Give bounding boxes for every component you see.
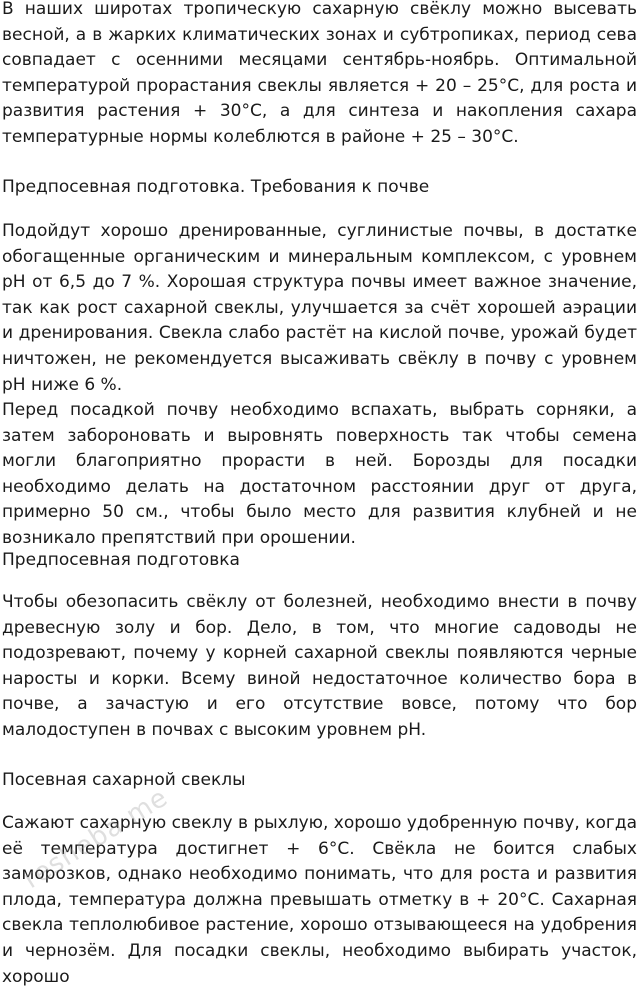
heading-sowing: Посевная сахарной свеклы (2, 770, 246, 790)
paragraph-soil-types: Подойдут хорошо дренированные, суглинистые почвы, в достатке обогащенные органическим и минеральным комплексом, с уровнем pH от 6,5 до 7 %. Хорошая структура почвы имеет важное значение, так как рост сахарной свеклы, улучшается за счёт хорошей аэрации и дренирования. Свекла слабо растёт на кислой почве, урожай будет ничтожен, не рекомендуется высаживать свёклу в почву с уровнем pH ниже 6 %. (2, 221, 637, 395)
watermark: resheba.me (18, 782, 174, 895)
paragraph-plowing: Перед посадкой почву необходимо вспахать, выбрать сорняки, а затем забороновать и выровнять поверхность так чтобы семена могли благоприятно прорасти в ней. Борозды для посадки необходимо делать на достаточном расстоянии друг от друга, примерно 50 см., чтобы было место для развития клубней и не возникало препятствий при орошении. (2, 400, 637, 548)
paragraph-sowing-conditions: Сажают сахарную свеклу в рыхлую, хорошо удобренную почву, когда её температура достигнет + 6°С. Свёкла не боится слабых заморозков, однако необходимо понимать, что для роста и развития плода, температура должна превышать отметку в + 20°С. Сахарная свекла теплолюбивое растение, хорошо отзывающееся на удобрения и чернозём. Для посадки свеклы, необходимо выбирать участок, хорошо (2, 813, 637, 987)
paragraph-sowing-period: В наших широтах тропическую сахарную свёклу можно высевать весной, а в жарких климатических зонах и субтропиках, период сева совпадает с осенними месяцами сентябрь-ноябрь. Оптимальной температурой прорастания свеклы является + 20 – 25°С, для роста и развития растения + 30°С, а для синтеза и накопления сахара температурные нормы колеблются в районе + 25 – 30°С. (2, 0, 637, 147)
heading-soil-requirements: Предпосевная подготовка. Требования к почве (2, 177, 430, 197)
paragraph-disease-protection: Чтобы обезопасить свёклу от болезней, необходимо внести в почву древесную золу и бор. Дело, в том, что многие садоводы не подозревают, почему у корней сахарной свеклы появляются черные наросты и корки. Всему виной недостаточное количество бора в почве, а зачастую и его отсутствие вовсе, потому что бор малодоступен в почвах с высоким уровнем pH. (2, 592, 637, 740)
heading-preparation: Предпосевная подготовка (2, 550, 240, 570)
